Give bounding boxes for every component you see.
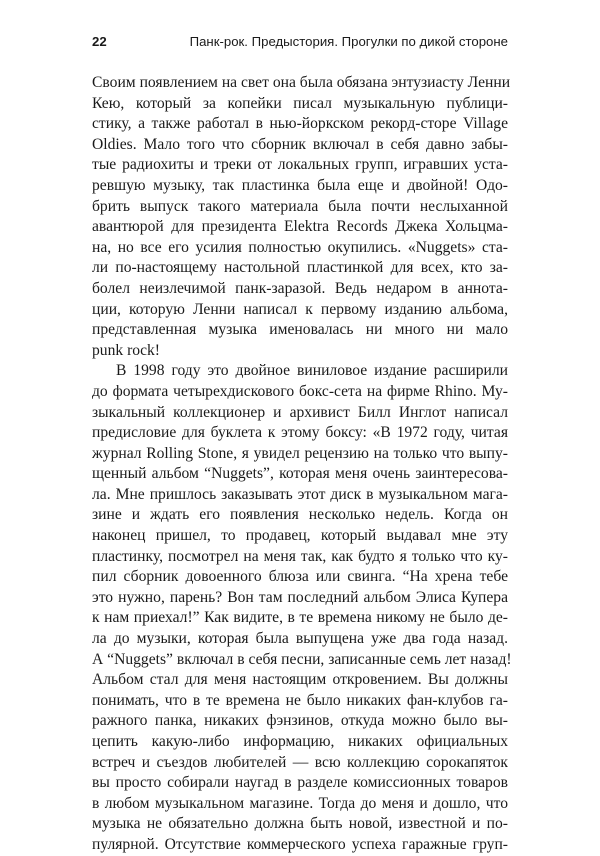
text-line: болел неизлечимой панк-заразой. Ведь недаром в аннота-: [92, 279, 508, 297]
text-line: понимать, что в те времена не было никаких фан-клубов га-: [92, 691, 508, 709]
paragraph: [92, 361, 512, 855]
text-line: до формата четырехдискового бокс-сета на фирме Rhino. Му-: [92, 382, 508, 400]
text-line: встреч и съездов любителей — всю коллекцию сорокапяток: [92, 753, 508, 771]
text-line: журнал Rolling Stone, я увидел рецензию на только что выпу-: [92, 444, 508, 462]
text-line: ревшую музыку, так пластинка была еще и двойной! Одо-: [92, 176, 508, 194]
text-line: наконец пришел, то продавец, который выдавал мне эту: [92, 527, 508, 545]
page-number: 22: [92, 34, 107, 49]
text-line: пулярной. Отсутствие коммерческого успеха гаражные груп-: [92, 835, 508, 853]
paragraph: [92, 73, 511, 361]
text-line: А “Nuggets” включал в себя песни, записанные семь лет назад!: [92, 650, 512, 668]
text-line: тые радиохиты и треки от локальных групп, игравших уста-: [92, 156, 508, 174]
text-line: авантюрой для президента Elektra Records Джека Хольцма-: [92, 218, 508, 236]
running-head: Панк-рок. Предыстория. Прогулки по дикой стороне: [189, 34, 508, 49]
text-line: брить выпуск такого материала была почти неслыханной: [92, 197, 508, 215]
body-text: [92, 73, 512, 856]
text-line: ражного панка, никаких фэнзинов, откуда можно было вы-: [92, 712, 508, 730]
text-line: В 1998 году это двойное виниловое издание расширили: [116, 362, 508, 380]
text-line: зыкальный коллекционер и архивист Билл Инглот написал: [92, 403, 508, 421]
text-line: зине и ждать его появления несколько недель. Когда он: [92, 506, 508, 524]
text-line: Альбом стал для меня настоящим откровением. Вы должны: [92, 671, 508, 689]
text-line: ла до музыки, которая была выпущена уже два года назад.: [92, 630, 508, 648]
text-line: цепить какую-либо информацию, никаких официальных: [92, 733, 508, 750]
text-line: ла. Мне пришлось заказывать этот диск в музыкальном мага-: [92, 485, 508, 503]
text-line: пластинку, посмотрел на меня так, как будто я только что ку-: [92, 547, 508, 565]
page-header: [92, 34, 508, 54]
text-line: в любом музыкальном магазине. Тогда до меня и дошло, что: [92, 794, 508, 812]
text-line: это нужно, парень? Вон там последний альбом Элиса Купера: [92, 588, 508, 606]
text-line: представленная музыка именовалась ни много ни мало: [92, 321, 508, 339]
text-line: к нам приехал!” Как видите, в те времена никому не было де-: [92, 609, 508, 627]
text-line: Oldies. Мало того что сборник включал в себя давно забы-: [92, 135, 508, 153]
text-line: стику, а также работал в нью-йоркском рекорд-сторе Village: [92, 115, 508, 133]
text-line: Своим появлением на свет она была обязана энтузиасту Ленни: [92, 74, 511, 91]
text-line: пил сборник довоенного блюза или свинга. “На хрена тебе: [92, 568, 508, 586]
text-line: предисловие для буклета к этому боксу: «В 1972 году, читая: [92, 424, 508, 442]
text-line: ции, которую Ленни написал к первому изданию альбома,: [92, 300, 508, 318]
text-line: щенный альбом “Nuggets”, которая меня очень заинтересова-: [92, 465, 508, 483]
text-line: музыка не обязательно должна быть новой, известной и по-: [92, 815, 508, 833]
text-line: вы просто собирали наугад в разделе комиссионных товаров: [92, 774, 508, 792]
text-line: на, но все его усилия полностью окупились. «Nuggets» ста-: [92, 238, 508, 256]
text-line: ли по-настоящему настольной пластинкой для всех, кто за-: [92, 259, 508, 277]
text-line: Кею, который за копейки писал музыкальную публици-: [92, 94, 508, 112]
text-line: punk rock!: [92, 341, 160, 359]
